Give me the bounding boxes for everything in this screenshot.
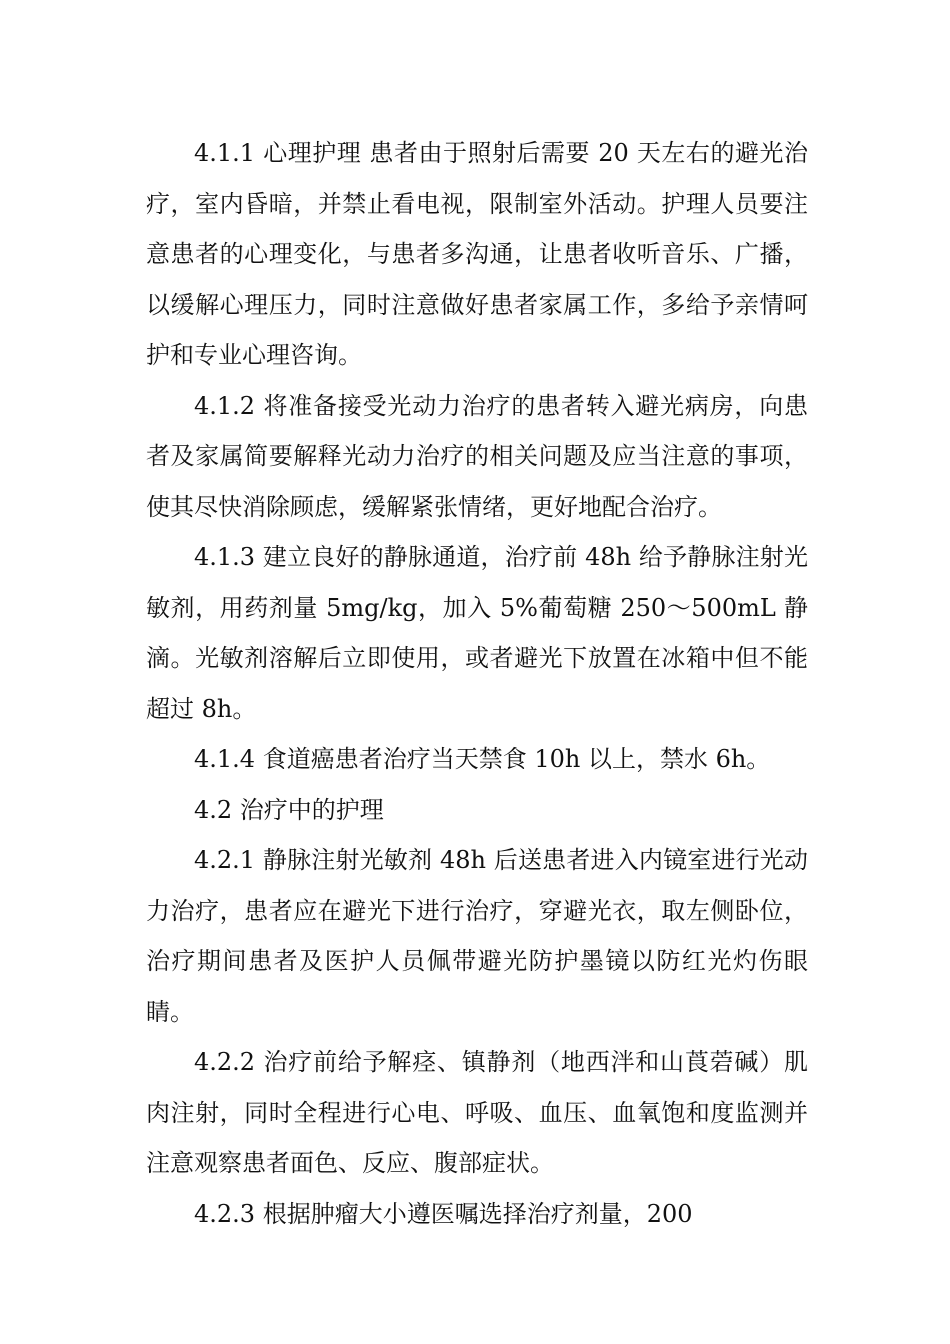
paragraph-4-2-1: 4.2.1 静脉注射光敏剂 48h 后送患者进入内镜室进行光动力治疗，患者应在避光下进行治疗，穿避光衣，取左侧卧位，治疗期间患者及医护人员佩带避光防护墨镜以防红光灼伤眼睛。 — [146, 846, 808, 1026]
section-heading-4-2: 4.2 治疗中的护理 — [194, 795, 384, 824]
paragraph-4-1-4: 4.1.4 食道癌患者治疗当天禁食 10h 以上，禁水 6h。 — [194, 745, 771, 773]
paragraph-4-1-2: 4.1.2 将准备接受光动力治疗的患者转入避光病房，向患者及家属简要解释光动力治疗的相关问题及应当注意的事项，使其尽快消除顾虑，缓解紧张情绪，更好地配合治疗。 — [146, 391, 808, 521]
document-body — [146, 128, 808, 1239]
paragraph-4-2-2: 4.2.2 治疗前给予解痉、镇静剂（地西泮和山莨菪碱）肌肉注射，同时全程进行心电、呼吸、血压、血氧饱和度监测并注意观察患者面色、反应、腹部症状。 — [146, 1048, 808, 1177]
paragraph-4-1-1: 4.1.1 心理护理 患者由于照射后需要 20 天左右的避光治疗，室内昏暗，并禁止看电视，限制室外活动。护理人员要注意患者的心理变化，与患者多沟通，让患者收听音乐、广播，以缓解心理压力，同时注意做好患者家属工作，多给予亲情呵护和专业心理咨询。 — [146, 139, 808, 369]
paragraph-4-2-3: 4.2.3 根据肿瘤大小遵医嘱选择治疗剂量，200 — [194, 1199, 693, 1228]
paragraph-4-1-3: 4.1.3 建立良好的静脉通道，治疗前 48h 给予静脉注射光敏剂，用药剂量 5mg/kg，加入 5%葡萄糖 250～500mL 静滴。光敏剂溶解后立即使用，或者避光下放置在冰箱中但不能超过 8h。 — [146, 543, 808, 723]
